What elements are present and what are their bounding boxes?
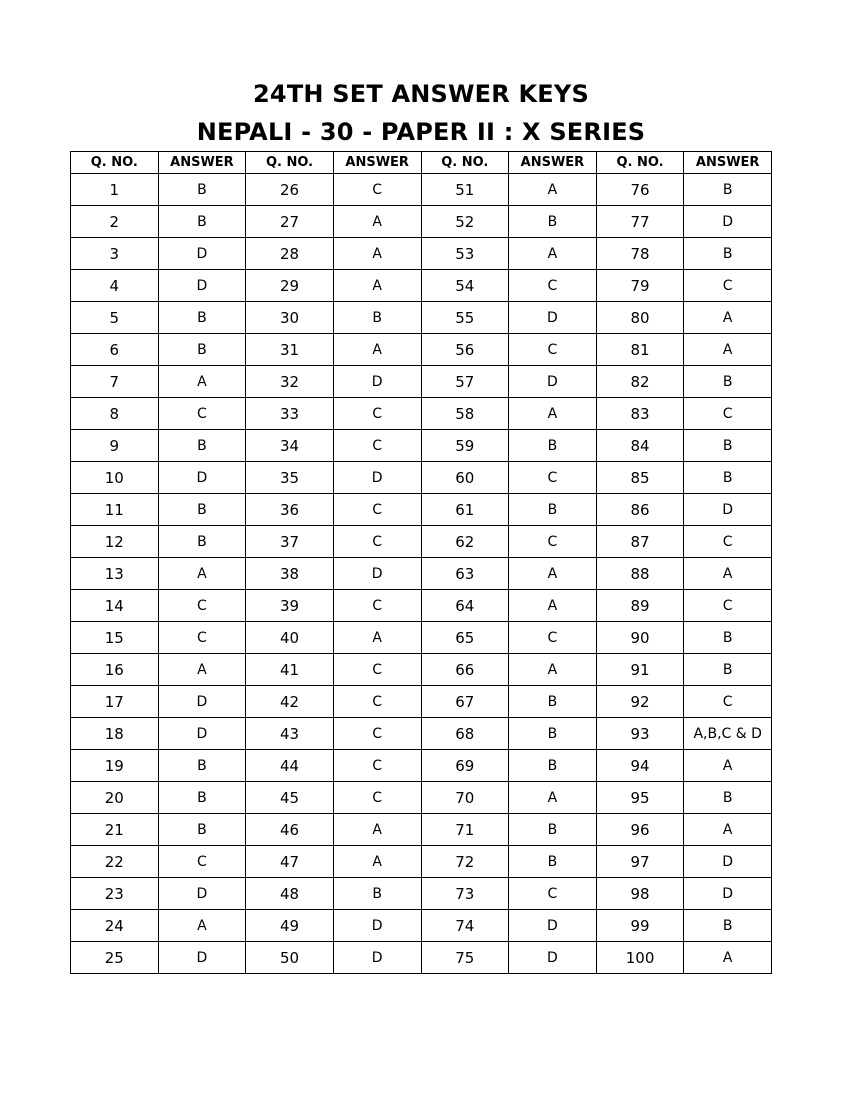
question-number-cell: 19 [71,750,159,782]
answer-cell: A [509,174,597,206]
answer-cell: A [684,558,772,590]
answer-cell: A [684,814,772,846]
answer-cell: B [158,334,246,366]
question-number-cell: 30 [246,302,334,334]
answer-cell: C [684,526,772,558]
question-number-cell: 49 [246,910,334,942]
answer-cell: A [509,558,597,590]
answer-cell: D [333,366,421,398]
question-number-cell: 21 [71,814,159,846]
question-number-cell: 42 [246,686,334,718]
answer-cell: A [158,654,246,686]
question-number-cell: 11 [71,494,159,526]
answer-cell: A [333,206,421,238]
answer-cell: D [509,302,597,334]
answer-cell: D [684,846,772,878]
answer-cell: B [509,750,597,782]
question-number-cell: 56 [421,334,509,366]
answer-cell: A [509,590,597,622]
question-number-cell: 84 [596,430,684,462]
question-number-cell: 70 [421,782,509,814]
table-row [71,910,772,942]
answer-cell: C [333,398,421,430]
answer-cell: B [158,494,246,526]
page-subtitle: NEPALI - 30 - PAPER II : X SERIES [196,118,646,146]
answer-key-table [70,151,772,974]
table-row [71,206,772,238]
answer-cell: B [158,302,246,334]
question-number-cell: 41 [246,654,334,686]
column-header-question-number: Q. NO. [71,152,159,174]
answer-cell: B [333,302,421,334]
question-number-cell: 1 [71,174,159,206]
question-number-cell: 10 [71,462,159,494]
question-number-cell: 75 [421,942,509,974]
question-number-cell: 16 [71,654,159,686]
answer-cell: A [509,782,597,814]
question-number-cell: 35 [246,462,334,494]
question-number-cell: 20 [71,782,159,814]
answer-cell: D [333,462,421,494]
question-number-cell: 26 [246,174,334,206]
answer-cell: B [509,686,597,718]
answer-cell: C [333,590,421,622]
question-number-cell: 78 [596,238,684,270]
question-number-cell: 73 [421,878,509,910]
column-header-question-number: Q. NO. [421,152,509,174]
question-number-cell: 55 [421,302,509,334]
answer-cell: C [509,270,597,302]
question-number-cell: 88 [596,558,684,590]
question-number-cell: 48 [246,878,334,910]
question-number-cell: 5 [71,302,159,334]
table-row [71,174,772,206]
question-number-cell: 39 [246,590,334,622]
table-row [71,814,772,846]
table-row [71,718,772,750]
table-row [71,846,772,878]
question-number-cell: 92 [596,686,684,718]
question-number-cell: 53 [421,238,509,270]
answer-cell: D [158,238,246,270]
answer-cell: C [333,718,421,750]
table-body [71,174,772,974]
question-number-cell: 77 [596,206,684,238]
question-number-cell: 2 [71,206,159,238]
column-header-answer: ANSWER [333,152,421,174]
answer-cell: A,B,C & D [684,718,772,750]
table-row [71,238,772,270]
question-number-cell: 28 [246,238,334,270]
table-row [71,622,772,654]
table-row [71,526,772,558]
answer-cell: C [333,174,421,206]
answer-cell: C [158,846,246,878]
question-number-cell: 46 [246,814,334,846]
question-number-cell: 45 [246,782,334,814]
question-number-cell: 32 [246,366,334,398]
question-number-cell: 89 [596,590,684,622]
question-number-cell: 94 [596,750,684,782]
question-number-cell: 37 [246,526,334,558]
answer-cell: D [333,942,421,974]
answer-cell: D [509,910,597,942]
table-row [71,302,772,334]
answer-cell: C [333,526,421,558]
answer-cell: D [158,462,246,494]
answer-cell: C [158,622,246,654]
question-number-cell: 72 [421,846,509,878]
answer-cell: A [333,334,421,366]
answer-cell: B [158,206,246,238]
answer-cell: A [158,910,246,942]
question-number-cell: 44 [246,750,334,782]
answer-cell: A [158,558,246,590]
answer-cell: A [158,366,246,398]
question-number-cell: 81 [596,334,684,366]
question-number-cell: 85 [596,462,684,494]
question-number-cell: 50 [246,942,334,974]
answer-cell: B [509,846,597,878]
answer-cell: B [509,814,597,846]
answer-cell: B [158,430,246,462]
answer-cell: B [509,430,597,462]
question-number-cell: 9 [71,430,159,462]
answer-cell: B [684,462,772,494]
column-header-answer: ANSWER [158,152,246,174]
answer-cell: B [509,718,597,750]
question-number-cell: 65 [421,622,509,654]
answer-cell: B [684,238,772,270]
answer-cell: B [509,206,597,238]
question-number-cell: 38 [246,558,334,590]
answer-cell: C [333,494,421,526]
answer-cell: C [684,686,772,718]
question-number-cell: 96 [596,814,684,846]
answer-cell: D [158,270,246,302]
page-title: 24TH SET ANSWER KEYS [253,80,589,108]
answer-cell: B [684,654,772,686]
table-row [71,942,772,974]
answer-cell: B [158,814,246,846]
question-number-cell: 22 [71,846,159,878]
answer-cell: A [333,814,421,846]
answer-cell: A [333,846,421,878]
answer-cell: D [509,942,597,974]
question-number-cell: 27 [246,206,334,238]
table-row [71,462,772,494]
table-row [71,590,772,622]
answer-cell: A [509,238,597,270]
column-header-question-number: Q. NO. [596,152,684,174]
table-row [71,334,772,366]
question-number-cell: 17 [71,686,159,718]
question-number-cell: 13 [71,558,159,590]
answer-cell: B [684,430,772,462]
answer-cell: A [684,302,772,334]
question-number-cell: 87 [596,526,684,558]
question-number-cell: 31 [246,334,334,366]
answer-cell: C [333,750,421,782]
answer-cell: C [158,398,246,430]
question-number-cell: 98 [596,878,684,910]
question-number-cell: 40 [246,622,334,654]
question-number-cell: 51 [421,174,509,206]
question-number-cell: 90 [596,622,684,654]
answer-cell: C [333,654,421,686]
question-number-cell: 18 [71,718,159,750]
question-number-cell: 36 [246,494,334,526]
question-number-cell: 83 [596,398,684,430]
question-number-cell: 54 [421,270,509,302]
question-number-cell: 63 [421,558,509,590]
answer-cell: B [684,174,772,206]
answer-cell: C [333,686,421,718]
question-number-cell: 7 [71,366,159,398]
question-number-cell: 52 [421,206,509,238]
question-number-cell: 61 [421,494,509,526]
answer-cell: D [158,686,246,718]
answer-cell: A [684,942,772,974]
answer-cell: A [684,750,772,782]
question-number-cell: 93 [596,718,684,750]
question-number-cell: 86 [596,494,684,526]
question-number-cell: 24 [71,910,159,942]
answer-cell: C [684,270,772,302]
answer-cell: B [333,878,421,910]
question-number-cell: 97 [596,846,684,878]
answer-cell: C [509,462,597,494]
column-header-answer: ANSWER [684,152,772,174]
question-number-cell: 23 [71,878,159,910]
answer-cell: D [684,206,772,238]
question-number-cell: 43 [246,718,334,750]
answer-cell: C [509,334,597,366]
answer-cell: B [684,910,772,942]
answer-cell: A [333,238,421,270]
answer-cell: A [509,654,597,686]
answer-cell: B [158,174,246,206]
question-number-cell: 58 [421,398,509,430]
question-number-cell: 68 [421,718,509,750]
table-row [71,654,772,686]
answer-cell: B [509,494,597,526]
table-row [71,686,772,718]
question-number-cell: 80 [596,302,684,334]
question-number-cell: 79 [596,270,684,302]
answer-cell: C [333,782,421,814]
answer-cell: A [333,270,421,302]
question-number-cell: 57 [421,366,509,398]
table-header-row [71,152,772,174]
question-number-cell: 69 [421,750,509,782]
question-number-cell: 25 [71,942,159,974]
table-row [71,782,772,814]
answer-cell: B [684,622,772,654]
question-number-cell: 100 [596,942,684,974]
question-number-cell: 74 [421,910,509,942]
answer-cell: D [158,718,246,750]
question-number-cell: 64 [421,590,509,622]
question-number-cell: 14 [71,590,159,622]
table-row [71,878,772,910]
table-row [71,750,772,782]
question-number-cell: 82 [596,366,684,398]
answer-cell: A [684,334,772,366]
answer-cell: A [509,398,597,430]
table-row [71,558,772,590]
question-number-cell: 67 [421,686,509,718]
answer-cell: C [509,526,597,558]
answer-cell: D [684,878,772,910]
question-number-cell: 60 [421,462,509,494]
answer-cell: D [509,366,597,398]
answer-cell: D [684,494,772,526]
answer-cell: D [158,878,246,910]
answer-cell: B [158,782,246,814]
question-number-cell: 29 [246,270,334,302]
answer-cell: B [158,526,246,558]
table-row [71,494,772,526]
answer-cell: B [158,750,246,782]
question-number-cell: 34 [246,430,334,462]
table-row [71,398,772,430]
answer-cell: A [333,622,421,654]
answer-cell: C [509,878,597,910]
answer-cell: B [684,366,772,398]
question-number-cell: 15 [71,622,159,654]
table-row [71,430,772,462]
question-number-cell: 47 [246,846,334,878]
question-number-cell: 76 [596,174,684,206]
question-number-cell: 12 [71,526,159,558]
question-number-cell: 71 [421,814,509,846]
question-number-cell: 33 [246,398,334,430]
column-header-answer: ANSWER [509,152,597,174]
answer-cell: B [684,782,772,814]
question-number-cell: 91 [596,654,684,686]
question-number-cell: 6 [71,334,159,366]
question-number-cell: 62 [421,526,509,558]
answer-cell: C [684,398,772,430]
answer-cell: D [333,558,421,590]
column-header-question-number: Q. NO. [246,152,334,174]
table-row [71,366,772,398]
answer-cell: D [333,910,421,942]
answer-cell: C [158,590,246,622]
answer-cell: C [509,622,597,654]
question-number-cell: 66 [421,654,509,686]
question-number-cell: 8 [71,398,159,430]
question-number-cell: 59 [421,430,509,462]
answer-cell: C [684,590,772,622]
question-number-cell: 3 [71,238,159,270]
table-row [71,270,772,302]
question-number-cell: 95 [596,782,684,814]
answer-cell: C [333,430,421,462]
answer-cell: D [158,942,246,974]
question-number-cell: 4 [71,270,159,302]
question-number-cell: 99 [596,910,684,942]
